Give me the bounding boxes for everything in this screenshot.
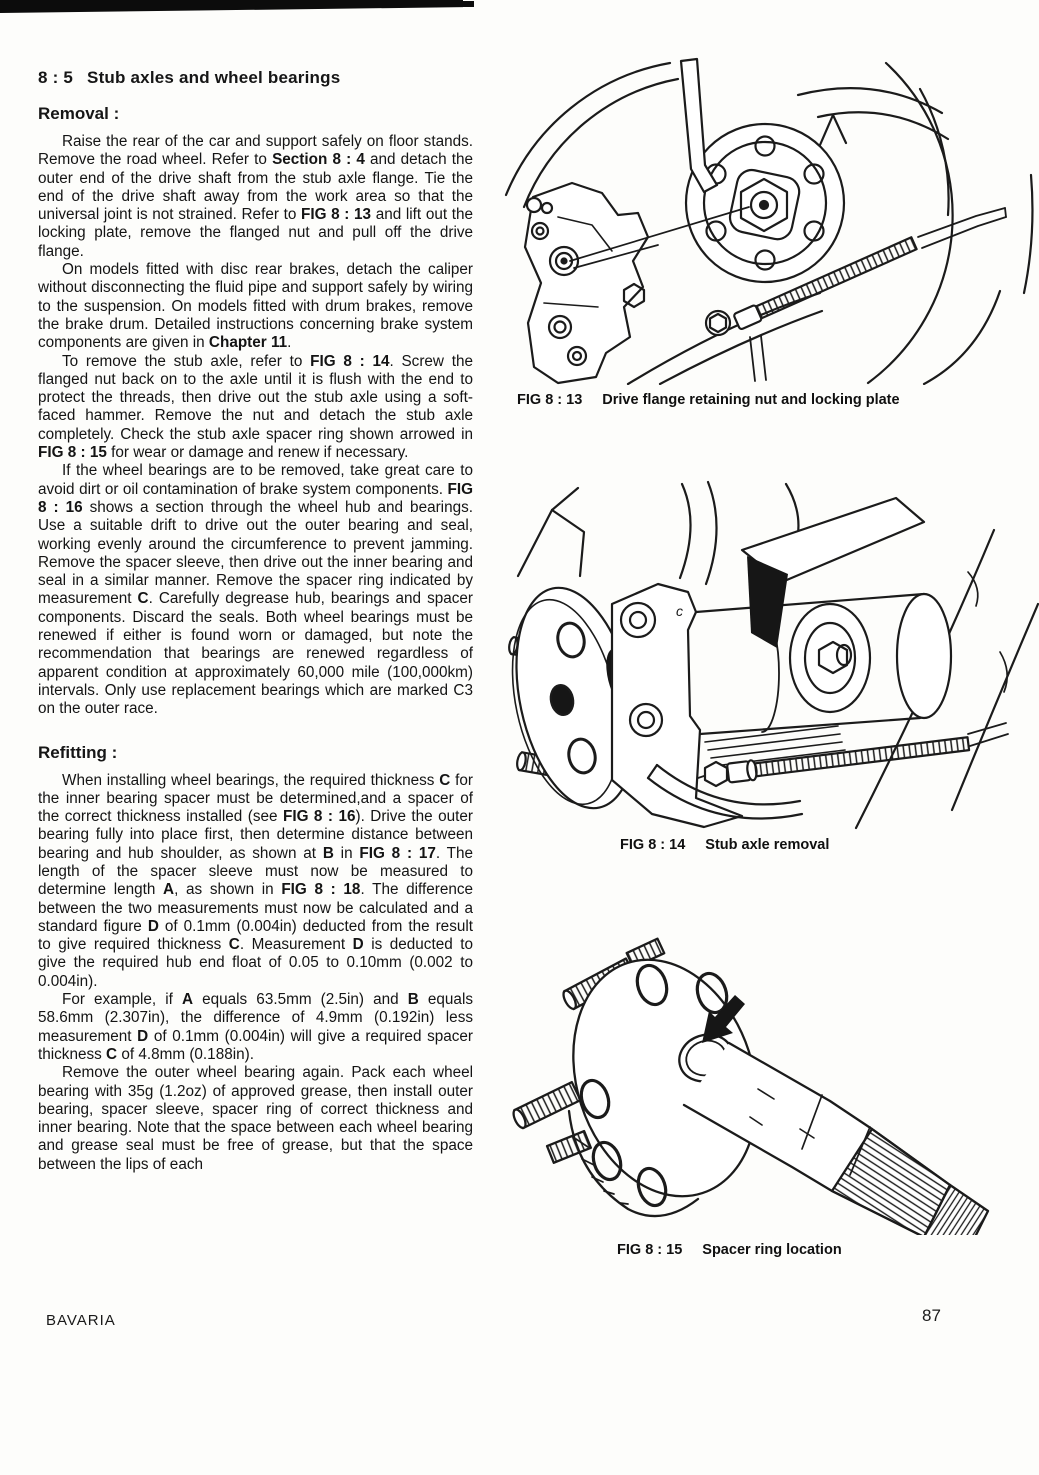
fig-8-13-illustration [500,55,1039,385]
body-paragraph: When installing wheel bearings, the required thickness C for the inner bearing spacer must be determined,and a spacer of the correct thickness installed (see FIG 8 : 16). Drive the outer bearing fully into place first, then determine distance between bearing and hub shoulder, as shown at B in FIG 8 : 17. The length of the spacer sleeve must now be measured to determine length A, as shown in FIG 8 : 18. The difference between the two measurements must now be calculated and a standard figure D of 0.1mm (0.004in) deducted from the result to give required thickness C. Measurement D is deducted to give the required hub end float of 0.05 to 0.10mm (0.002 to 0.004in). [38,771,474,990]
figure-8-15 [500,903,1039,1258]
text-column [38,68,473,1174]
figure-8-14 [500,480,1039,853]
body-paragraph: Raise the rear of the car and support safely on floor stands. Remove the road wheel. Refer to Section 8 : 4 and detach the outer end of the drive shaft from the stub axle flange. Tie the end of the drive shaft away from the work area so that the universal joint is not strained. Refer to FIG 8 : 13 and lift out the locking plate, remove the flanged nut and pull off the drive flange. [38,133,473,260]
figure-caption-text: Drive flange retaining nut and locking plate [602,392,900,408]
figure-caption-label: FIG 8 : 13 [517,392,583,408]
figure-caption [500,837,1039,853]
figure-caption [500,392,1039,408]
figure-8-13 [500,55,1039,408]
scan-artifact-tick [463,1,474,7]
removal-heading: Removal : [38,104,120,123]
fig-8-14-annotation: c [676,603,683,619]
section-name: Stub axles and wheel bearings [87,68,341,87]
page-number: 87 [922,1306,941,1325]
body-paragraph: For example, if A equals 63.5mm (2.5in) and B equals 58.6mm (2.307in), the difference of 4.9mm (0.192in) less measurement D of 0.1mm (0.004in) will give a required spacer thickness C of 4.8mm (0.188in). [38,991,473,1063]
figure-caption-text: Spacer ring location [702,1242,842,1258]
footer-model-name: BAVARIA [46,1312,116,1329]
body-paragraph: Remove the outer wheel bearing again. Pack each wheel bearing with 35g (1.2oz) of approved grease, then install outer bearing, spacer sleeve, spacer ring of correct thickness and inner bearing. Note that the space between each wheel bearing and grease seal must be free of grease, but that the space between the lips of each [38,1064,473,1173]
body-paragraph: On models fitted with disc rear brakes, detach the caliper without disconnecting the fluid pipe and support safely by wiring to the suspension. On models fitted with drum brakes, remove the brake drum. Detailed instructions concerning brake system components are given in Chapter 11. [38,261,473,352]
figure-caption-text: Stub axle removal [705,837,830,853]
fig-8-15-illustration [500,903,1039,1235]
body-paragraph: If the wheel bearings are to be removed, take great care to avoid dirt or oil contamination of brake system components. FIG 8 : 16 shows a section through the wheel hub and bearings. Use a suitable drift to drive out the outer bearing and seal, working evenly around the circumference to prevent jamming. Remove the spacer sleeve, then drive out the inner bearing and seal in a similar manner. Remove the spacer ring indicated by measurement C. Carefully degrease hub, bearings and spacer components. Discard the seals. Both wheel bearings must be renewed if either is found worn or damaged, but note the recommendation that bearings are renewed regardless of apparent condition at approximately 60,000 mile (100,000km) intervals. Only use replacement bearings which are marked C3 on the outer race. [38,462,473,718]
fig-8-14-illustration [500,480,1039,830]
body-paragraph: To remove the stub axle, refer to FIG 8 : 14. Screw the flanged nut back on to the axle until it is flush with the end to protect the threads, then drive out the stub axle using a soft-faced hammer. Remove the nut and detach the stub axle completely. Check the stub axle spacer ring shown arrowed in FIG 8 : 15 for wear or damage and renew if necessary. [38,352,473,462]
section-title [38,68,473,88]
refitting-heading: Refitting : [38,742,118,762]
scan-artifact-bar [0,0,463,13]
figure-caption-label: FIG 8 : 14 [620,837,686,853]
figure-caption-label: FIG 8 : 15 [617,1242,683,1258]
figure-caption [500,1242,1039,1258]
section-number: 8 : 5 [38,68,74,87]
